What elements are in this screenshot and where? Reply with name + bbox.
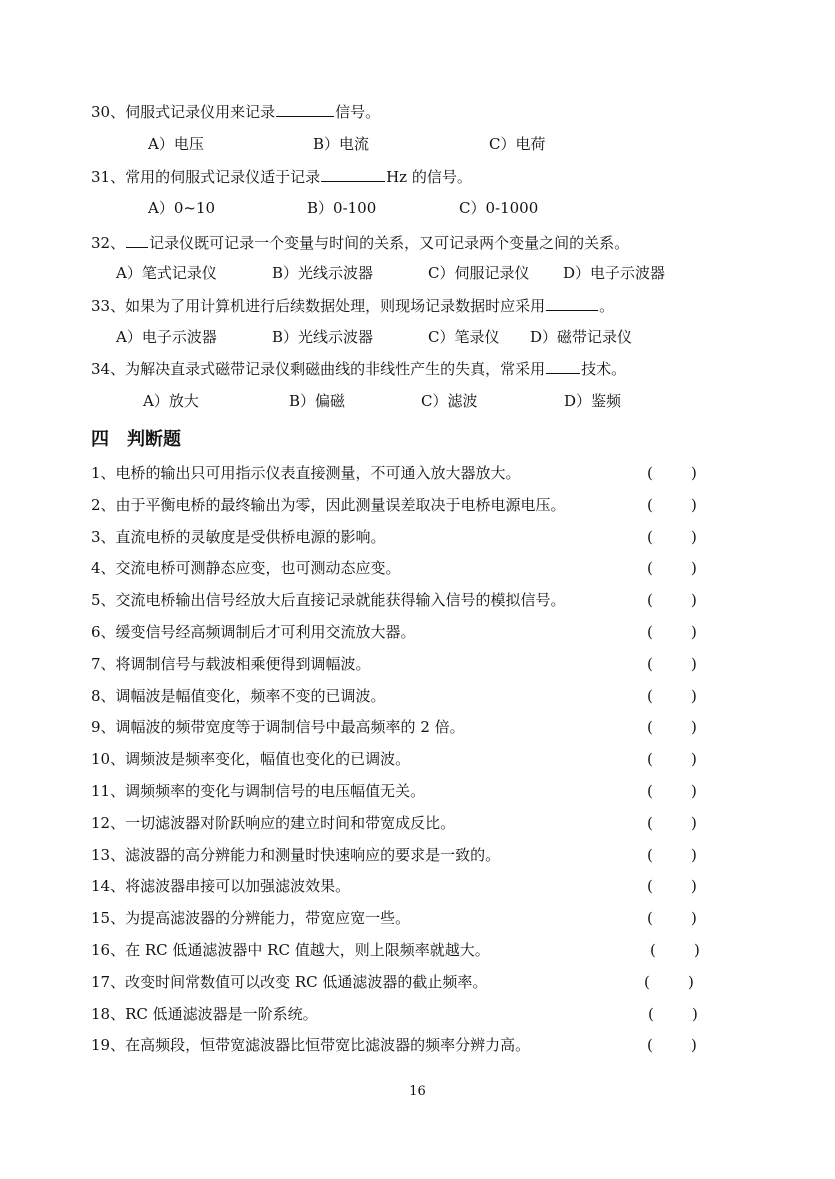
answer-parentheses[interactable]: ( ) <box>647 496 697 514</box>
question-text: 34、为解决直录式磁带记录仪剩磁曲线的非线性产生的失真，常采用 <box>91 360 546 378</box>
tf-item-text: 4、交流电桥可测静态应变，也可测动态应变。 <box>91 559 401 577</box>
question-30 <box>91 101 380 122</box>
option-a: A）电子示波器 <box>116 328 217 346</box>
tf-item-text: 9、调幅波的频带宽度等于调制信号中最高频率的 2 倍。 <box>91 718 465 736</box>
option-a: A）放大 <box>143 392 199 410</box>
option-c: C）电荷 <box>489 135 546 153</box>
tf-item-text: 12、一切滤波器对阶跃响应的建立时间和带宽成反比。 <box>91 814 456 832</box>
section-heading <box>91 428 181 452</box>
question-33 <box>91 295 614 316</box>
question-text-end: 。 <box>599 297 615 315</box>
tf-item <box>91 463 697 483</box>
tf-item-text: 11、调频频率的变化与调制信号的电压幅值无关。 <box>91 782 426 800</box>
tf-item-text: 16、在 RC 低通滤波器中 RC 值越大，则上限频率就越大。 <box>91 941 490 959</box>
answer-parentheses[interactable]: ( ) <box>647 782 697 800</box>
option-d: D）磁带记录仪 <box>530 328 633 346</box>
answer-parentheses[interactable]: ( ) <box>647 814 697 832</box>
tf-item <box>91 495 697 515</box>
tf-item-text: 13、滤波器的高分辨能力和测量时快速响应的要求是一致的。 <box>91 846 501 864</box>
answer-parentheses[interactable]: ( ) <box>647 1036 697 1054</box>
option-a: A）笔式记录仪 <box>116 264 217 282</box>
tf-item-text: 6、缓变信号经高频调制后才可利用交流放大器。 <box>91 623 416 641</box>
tf-item-text: 10、调频波是频率变化，幅值也变化的已调波。 <box>91 750 411 768</box>
page-number: 16 <box>409 1084 426 1099</box>
answer-blank[interactable] <box>321 166 385 182</box>
option-b: B）偏磁 <box>289 392 346 410</box>
answer-parentheses[interactable]: ( ) <box>647 655 697 673</box>
tf-item-text: 15、为提高滤波器的分辨能力，带宽应宽一些。 <box>91 909 411 927</box>
option-c: C）0-1000 <box>459 199 539 217</box>
tf-item <box>91 908 697 928</box>
option-c: C）滤波 <box>421 392 478 410</box>
question-text: 31、常用的伺服式记录仪适于记录 <box>91 168 321 186</box>
option-d: D）电子示波器 <box>563 264 666 282</box>
answer-parentheses[interactable]: ( ) <box>647 687 697 705</box>
tf-item <box>91 749 697 769</box>
tf-item <box>91 558 697 578</box>
question-text-end: 信号。 <box>335 103 381 121</box>
tf-item-text: 5、交流电桥输出信号经放大后直接记录就能获得输入信号的模拟信号。 <box>91 591 566 609</box>
section-number: 四 <box>91 429 109 450</box>
question-text-end: Hz 的信号。 <box>386 168 472 186</box>
tf-item <box>91 590 697 610</box>
answer-blank[interactable] <box>546 295 598 311</box>
section-title: 判断题 <box>127 429 181 450</box>
question-text-end: 技术。 <box>581 360 627 378</box>
answer-parentheses[interactable]: ( ) <box>647 559 697 577</box>
tf-item-text: 18、RC 低通滤波器是一阶系统。 <box>91 1005 318 1023</box>
tf-item <box>91 813 697 833</box>
tf-item <box>91 622 697 642</box>
tf-item <box>91 972 694 992</box>
option-b: B）光线示波器 <box>272 264 374 282</box>
question-32 <box>91 232 629 253</box>
tf-item <box>91 654 697 674</box>
option-c: C）笔录仪 <box>428 328 500 346</box>
option-a: A）0~10 <box>148 199 216 217</box>
tf-item-text: 3、直流电桥的灵敏度是受供桥电源的影响。 <box>91 528 386 546</box>
answer-blank[interactable] <box>126 232 148 248</box>
answer-parentheses[interactable]: ( ) <box>648 1005 698 1023</box>
tf-item <box>91 1004 698 1024</box>
answer-parentheses[interactable]: ( ) <box>647 528 697 546</box>
tf-item <box>91 527 697 547</box>
question-text: 32、 <box>91 234 126 252</box>
option-b: B）0-100 <box>307 199 377 217</box>
option-d: D）鉴频 <box>564 392 622 410</box>
answer-parentheses[interactable]: ( ) <box>647 909 697 927</box>
question-text-end: 记录仪既可记录一个变量与时间的关系，又可记录两个变量之间的关系。 <box>149 234 630 252</box>
option-c: C）伺服记录仪 <box>428 264 530 282</box>
question-text: 33、如果为了用计算机进行后续数据处理，则现场记录数据时应采用 <box>91 297 546 315</box>
option-b: B）电流 <box>313 135 370 153</box>
tf-item-text: 14、将滤波器串接可以加强滤波效果。 <box>91 877 351 895</box>
question-text: 30、伺服式记录仪用来记录 <box>91 103 276 121</box>
tf-item <box>91 1035 697 1055</box>
tf-item-text: 8、调幅波是幅值变化，频率不变的已调波。 <box>91 687 386 705</box>
tf-item <box>91 876 697 896</box>
answer-blank[interactable] <box>546 358 580 374</box>
tf-item <box>91 845 697 865</box>
question-31 <box>91 166 472 187</box>
question-34 <box>91 358 626 379</box>
tf-item <box>91 781 697 801</box>
answer-parentheses[interactable]: ( ) <box>647 464 697 482</box>
tf-item-text: 2、由于平衡电桥的最终输出为零，因此测量误差取决于电桥电源电压。 <box>91 496 566 514</box>
answer-parentheses[interactable]: ( ) <box>647 877 697 895</box>
tf-item-text: 19、在高频段，恒带宽滤波器比恒带宽比滤波器的频率分辨力高。 <box>91 1036 531 1054</box>
tf-item <box>91 686 697 706</box>
option-b: B）光线示波器 <box>272 328 374 346</box>
answer-parentheses[interactable]: ( ) <box>644 973 694 991</box>
tf-item <box>91 940 700 960</box>
answer-parentheses[interactable]: ( ) <box>647 846 697 864</box>
tf-item-text: 17、改变时间常数值可以改变 RC 低通滤波器的截止频率。 <box>91 973 488 991</box>
answer-parentheses[interactable]: ( ) <box>647 623 697 641</box>
tf-item-text: 7、将调制信号与载波相乘便得到调幅波。 <box>91 655 371 673</box>
option-a: A）电压 <box>148 135 204 153</box>
answer-parentheses[interactable]: ( ) <box>647 718 697 736</box>
answer-blank[interactable] <box>276 101 334 117</box>
tf-item-text: 1、电桥的输出只可用指示仪表直接测量，不可通入放大器放大。 <box>91 464 521 482</box>
tf-item <box>91 717 697 737</box>
answer-parentheses[interactable]: ( ) <box>650 941 700 959</box>
answer-parentheses[interactable]: ( ) <box>647 750 697 768</box>
answer-parentheses[interactable]: ( ) <box>647 591 697 609</box>
